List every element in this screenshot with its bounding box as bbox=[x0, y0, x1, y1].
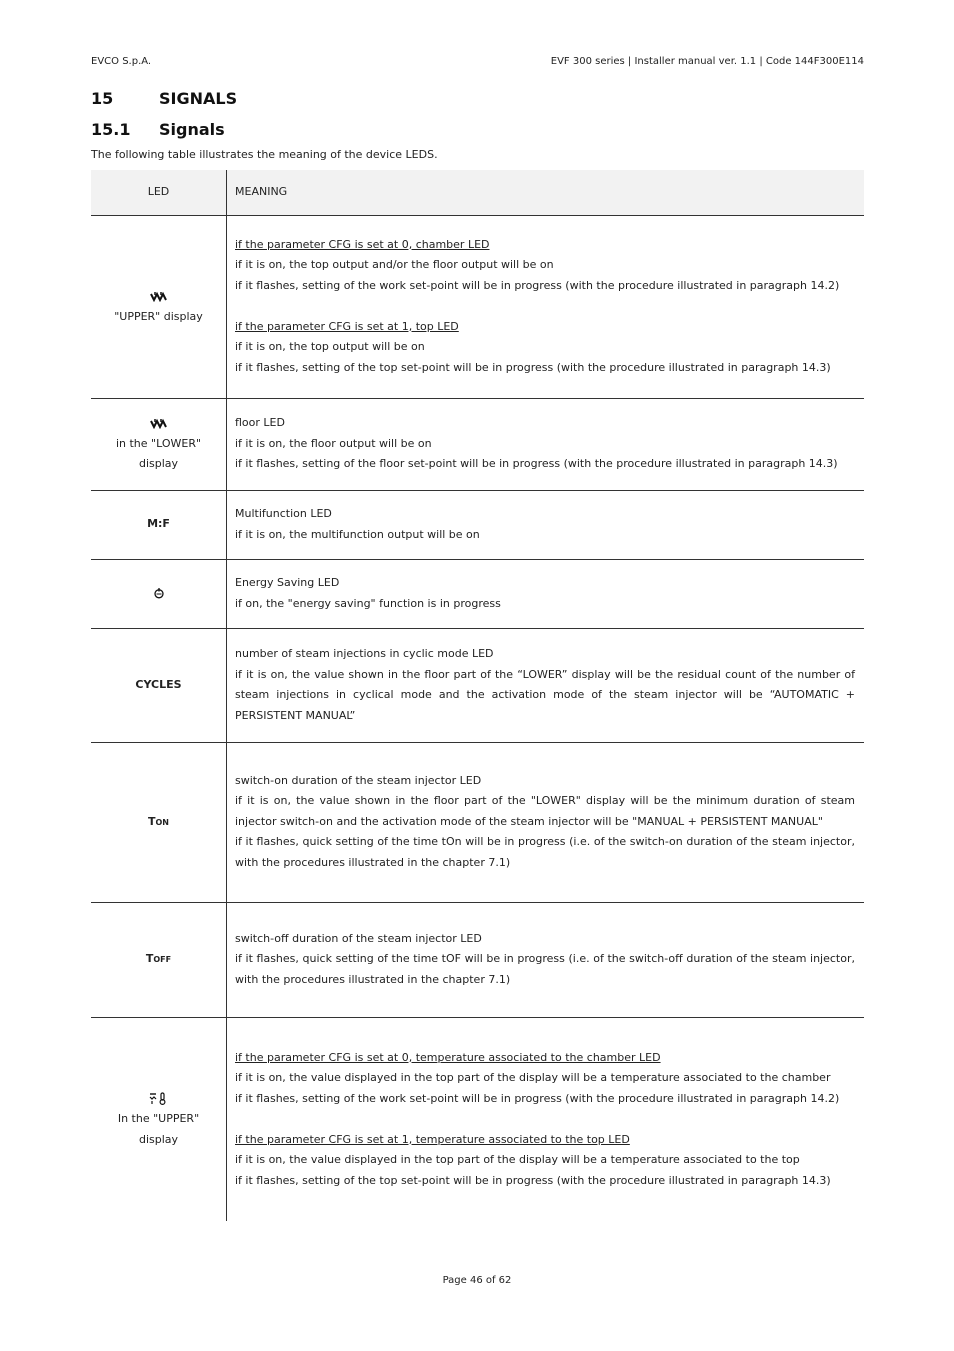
table-row bbox=[91, 902, 864, 1017]
led-description: display bbox=[138, 457, 179, 471]
table-row bbox=[91, 559, 864, 628]
meaning-line: Multifunction LED bbox=[235, 507, 332, 520]
meaning-line: if the parameter CFG is set at 1, temperature associated to the top LED bbox=[235, 1132, 630, 1146]
led-cell bbox=[91, 628, 227, 742]
meaning-cell bbox=[227, 398, 865, 490]
meaning-column-header: MEANING bbox=[235, 185, 288, 198]
led-column-header: LED bbox=[91, 170, 227, 215]
led-label: Ton bbox=[148, 814, 169, 828]
header-company: EVCO S.p.A. bbox=[91, 56, 152, 67]
meaning-cell bbox=[227, 1017, 865, 1221]
meaning-cell bbox=[227, 628, 865, 742]
meaning-cell bbox=[227, 902, 865, 1017]
intro-paragraph: The following table illustrates the meaning of the device LEDS. bbox=[91, 148, 438, 161]
led-description: "UPPER" display bbox=[114, 309, 203, 323]
meaning-line: if it flashes, setting of the top set-point will be in progress (with the procedure illustrated in paragraph 14.3) bbox=[235, 1173, 831, 1187]
led-description: in the "LOWER" bbox=[115, 436, 202, 450]
meaning-line: if it flashes, setting of the work set-point will be in progress (with the procedure illustrated in paragraph 14.2) bbox=[235, 1091, 840, 1105]
led-cell bbox=[91, 215, 227, 398]
led-description: In the "UPPER" bbox=[117, 1112, 200, 1125]
energy-saving-icon bbox=[153, 587, 165, 599]
meaning-line: if it is on, the top output and/or the floor output will be on bbox=[235, 258, 554, 272]
meaning-line: if it flashes, quick setting of the time tOF will be in progress (i.e. of the switch-off duration of the steam injector, with the procedures illustrated in the chapter 7.1) bbox=[235, 952, 855, 986]
meaning-line: if it is on, the multifunction output will be on bbox=[235, 527, 480, 541]
led-cell bbox=[91, 559, 227, 628]
meaning-line: number of steam injections in cyclic mode LED bbox=[235, 647, 494, 660]
meaning-line: if it is on, the value shown in the floor part of the "LOWER" display will be the minimum duration of steam injector switch-on and the activation mode of the steam injector will be "MANUAL + PERSISTENT MANUAL" bbox=[235, 794, 855, 828]
meaning-line: Energy Saving LED bbox=[235, 576, 340, 589]
meaning-line: if it flashes, setting of the floor set-point will be in progress (with the procedure illustrated in paragraph 14.3) bbox=[235, 457, 838, 471]
table-row bbox=[91, 1017, 864, 1221]
table-header-row bbox=[91, 170, 864, 215]
section-heading bbox=[91, 89, 237, 108]
led-cell bbox=[91, 490, 227, 559]
meaning-line: if the parameter CFG is set at 0, chamber LED bbox=[235, 237, 490, 251]
meaning-line: if it is on, the value displayed in the top part of the display will be a temperature associated to the top bbox=[235, 1153, 800, 1166]
signals-table bbox=[91, 170, 864, 1221]
meaning-line: if it flashes, setting of the top set-point will be in progress (with the procedure illustrated in paragraph 14.3) bbox=[235, 360, 831, 374]
temperature-icon bbox=[149, 1092, 169, 1105]
subsection-title: Signals bbox=[159, 120, 225, 139]
section-title: SIGNALS bbox=[159, 89, 238, 108]
meaning-line: if the parameter CFG is set at 0, temperature associated to the chamber LED bbox=[235, 1050, 661, 1064]
subsection-heading bbox=[91, 120, 225, 139]
led-cell bbox=[91, 902, 227, 1017]
meaning-line: if it is on, the top output will be on bbox=[235, 340, 425, 354]
meaning-line: switch-off duration of the steam injector LED bbox=[235, 931, 482, 945]
meaning-line: if it is on, the value shown in the floor part of the “LOWER” display will be the residual count of the number of steam injections in cyclical mode and the activation mode of the steam injector will be “AUTOMATIC + PERSISTENT MANUAL” bbox=[235, 667, 855, 722]
led-label: Toff bbox=[145, 952, 172, 966]
table-row bbox=[91, 398, 864, 490]
header-document-info: EVF 300 series | Installer manual ver. 1.1 | Code 144F300E114 bbox=[550, 56, 864, 67]
meaning-line: if on, the "energy saving" function is in progress bbox=[235, 596, 501, 610]
meaning-cell bbox=[227, 742, 865, 902]
table-row bbox=[91, 215, 864, 398]
led-cell bbox=[91, 398, 227, 490]
table-row bbox=[91, 490, 864, 559]
subsection-number: 15.1 bbox=[91, 120, 131, 139]
table-row bbox=[91, 628, 864, 742]
led-label: M:F bbox=[147, 517, 170, 531]
meaning-line: if the parameter CFG is set at 1, top LED bbox=[235, 319, 459, 333]
heater-icon bbox=[150, 418, 168, 429]
heater-icon bbox=[150, 291, 168, 302]
led-cell bbox=[91, 1017, 227, 1221]
led-label: CYCLES bbox=[135, 677, 182, 691]
meaning-line: floor LED bbox=[235, 416, 285, 430]
led-cell bbox=[91, 742, 227, 902]
meaning-line: if it flashes, quick setting of the time tOn will be in progress (i.e. of the switch-on duration of the steam injector, with the procedures illustrated in the chapter 7.1) bbox=[235, 835, 855, 869]
meaning-line: switch-on duration of the steam injector LED bbox=[235, 773, 482, 787]
table-row bbox=[91, 742, 864, 902]
section-number: 15 bbox=[91, 89, 114, 108]
meaning-cell bbox=[227, 490, 865, 559]
meaning-line: if it flashes, setting of the work set-point will be in progress (with the procedure illustrated in paragraph 14.2) bbox=[235, 278, 840, 292]
meaning-cell bbox=[227, 559, 865, 628]
meaning-line: if it is on, the value displayed in the top part of the display will be a temperature associated to the chamber bbox=[235, 1071, 831, 1084]
meaning-line: if it is on, the floor output will be on bbox=[235, 436, 432, 450]
meaning-cell bbox=[227, 215, 865, 398]
led-description: display bbox=[138, 1132, 179, 1146]
page-number: Page 46 of 62 bbox=[442, 1275, 512, 1286]
